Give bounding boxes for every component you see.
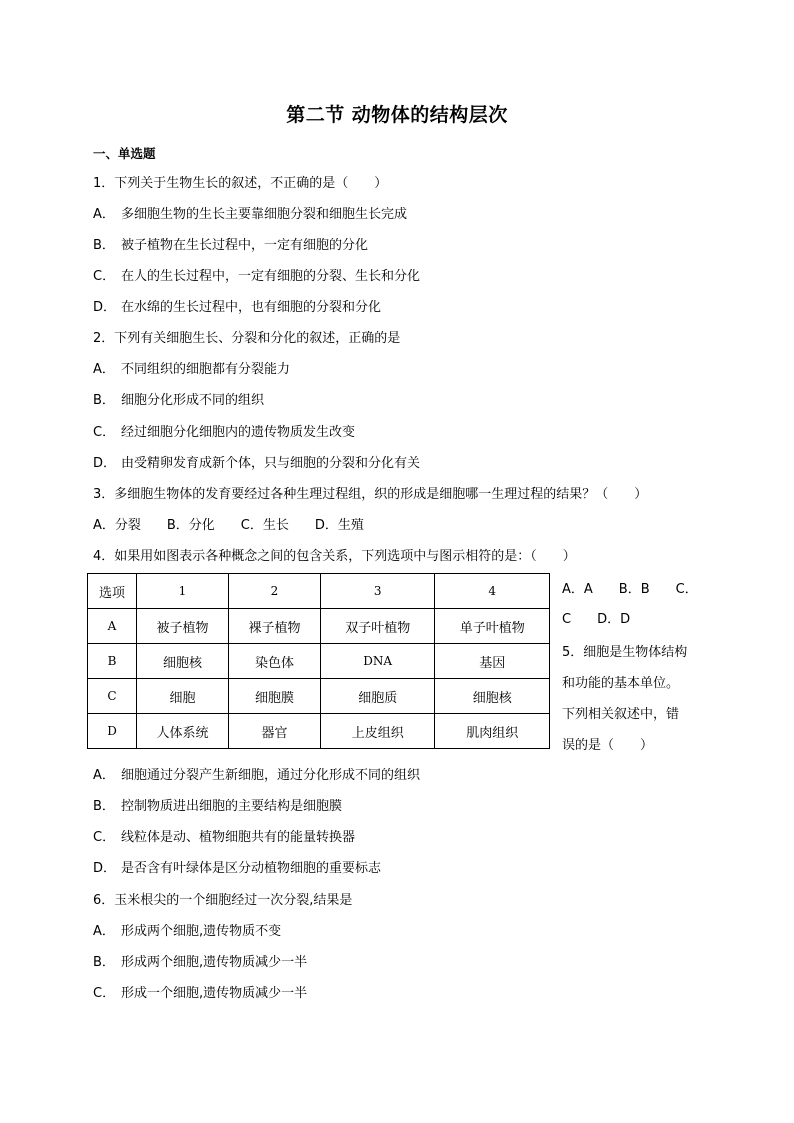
question-2-stem: 2．下列有关细胞生长、分裂和分化的叙述，正确的是 (93, 331, 401, 346)
question-3-options: A．分裂 B．分化 C．生长 D．生殖 (93, 518, 364, 533)
table-header-cell: 1 (137, 574, 229, 609)
table-cell: 裸子植物 (228, 609, 320, 644)
question-1-option-b (93, 237, 368, 255)
table-cell: 器官 (228, 714, 320, 749)
table-cell: 染色体 (228, 644, 320, 679)
table-cell: 被子植物 (137, 609, 229, 644)
option-label: B． (93, 393, 115, 408)
table-cell: 细胞质 (320, 679, 435, 714)
question-5-option-c (93, 829, 355, 847)
page-title: 第二节 动物体的结构层次 (286, 104, 508, 126)
question-1-option-a (93, 206, 407, 224)
question-1-option-c (93, 268, 420, 286)
option-label: B． (93, 238, 115, 253)
option-label: A． (93, 207, 115, 222)
table-header-cell: 3 (320, 574, 435, 609)
question-6-option-b (93, 954, 307, 972)
option-text: 被子植物在生长过程中，一定有细胞的分化 (121, 238, 369, 253)
option-label: C． (93, 425, 116, 440)
table-cell: 细胞核 (435, 679, 550, 714)
question-1-stem: 1．下列关于生物生长的叙述，不正确的是（ ） (93, 176, 388, 191)
table-cell: DNA (320, 644, 435, 679)
table-cell: 双子叶植物 (320, 609, 435, 644)
question-2-option-d (93, 455, 420, 473)
option-text: 不同组织的细胞都有分裂能力 (121, 362, 291, 377)
question-4-options-line-2: C D．D (562, 612, 631, 627)
question-4-options-line-1: A．A B．B C． (562, 582, 698, 597)
option-text: 在人的生长过程中，一定有细胞的分裂、生长和分化 (121, 269, 421, 284)
option-label: C． (93, 986, 116, 1001)
option-text: 在水绵的生长过程中，也有细胞的分裂和分化 (121, 300, 382, 315)
option-label: C． (93, 269, 116, 284)
option-text: 多细胞生物的生长主要靠细胞分裂和细胞生长完成 (121, 207, 408, 222)
option-text: 控制物质进出细胞的主要结构是细胞膜 (121, 799, 343, 814)
question-2-option-c (93, 424, 355, 442)
option-text: 细胞分化形成不同的组织 (121, 393, 265, 408)
table-header-cell: 2 (228, 574, 320, 609)
table-cell: 基因 (435, 644, 550, 679)
table-cell: 肌肉组织 (435, 714, 550, 749)
table-cell: 细胞膜 (228, 679, 320, 714)
option-text: 是否含有叶绿体是区分动植物细胞的重要标志 (121, 861, 382, 876)
table-cell: C (88, 679, 137, 714)
table-cell: D (88, 714, 137, 749)
question-5-option-d (93, 860, 381, 878)
concept-table (87, 573, 550, 749)
question-5-stem (562, 637, 712, 761)
question-6-stem: 6．玉米根尖的一个细胞经过一次分裂,结果是 (93, 893, 353, 908)
option-label: D． (93, 861, 117, 876)
table-header-row (88, 574, 550, 609)
option-label: D． (93, 456, 117, 471)
question-6-option-a (93, 923, 281, 941)
option-text: 形成一个细胞,遗传物质减少一半 (121, 986, 308, 1001)
option-label: D． (93, 300, 117, 315)
question-5-stem-line: 5．细胞是生物体结构 (562, 645, 688, 660)
option-label: C． (93, 830, 116, 845)
option-label: B． (93, 955, 115, 970)
option-label: B． (93, 799, 115, 814)
table-cell: 单子叶植物 (435, 609, 550, 644)
option-text: 线粒体是动、植物细胞共有的能量转换器 (121, 830, 356, 845)
section-heading: 一、单选题 (93, 146, 156, 161)
option-text: 由受精卵发育成新个体，只与细胞的分裂和分化有关 (121, 456, 421, 471)
table-cell: 上皮组织 (320, 714, 435, 749)
question-2-option-b (93, 392, 264, 410)
question-4-stem: 4．如果用如图表示各种概念之间的包含关系，下列选项中与图示相符的是：（ ） (93, 549, 576, 564)
question-2-option-a (93, 361, 290, 379)
table-cell: 人体系统 (137, 714, 229, 749)
question-5-stem-line: 下列相关叙述中，错 (562, 707, 680, 722)
option-text: 经过细胞分化细胞内的遗传物质发生改变 (121, 425, 356, 440)
question-5-stem-line: 误的是（ ） (562, 738, 654, 753)
option-label: A． (93, 768, 115, 783)
question-6-option-c (93, 985, 307, 1003)
table-row (88, 644, 550, 679)
option-label: A． (93, 924, 115, 939)
table-cell: 细胞 (137, 679, 229, 714)
table-header-cell: 选项 (88, 574, 137, 609)
option-text: 形成两个细胞,遗传物质不变 (121, 924, 282, 939)
question-1-option-d (93, 299, 381, 317)
table-row (88, 679, 550, 714)
option-label: A． (93, 362, 115, 377)
question-5-option-a (93, 767, 420, 785)
option-text: 细胞通过分裂产生新细胞，通过分化形成不同的组织 (121, 768, 421, 783)
question-5-stem-line: 和功能的基本单位。 (562, 676, 680, 691)
option-text: 形成两个细胞,遗传物质减少一半 (121, 955, 308, 970)
table-cell: 细胞核 (137, 644, 229, 679)
table-cell: B (88, 644, 137, 679)
table-cell: A (88, 609, 137, 644)
table-row (88, 714, 550, 749)
question-3-stem: 3．多细胞生物体的发育要经过各种生理过程组，织的形成是细胞哪一生理过程的结果？（ ） (93, 487, 648, 502)
question-5-option-b (93, 798, 342, 816)
table-row (88, 609, 550, 644)
table-header-cell: 4 (435, 574, 550, 609)
